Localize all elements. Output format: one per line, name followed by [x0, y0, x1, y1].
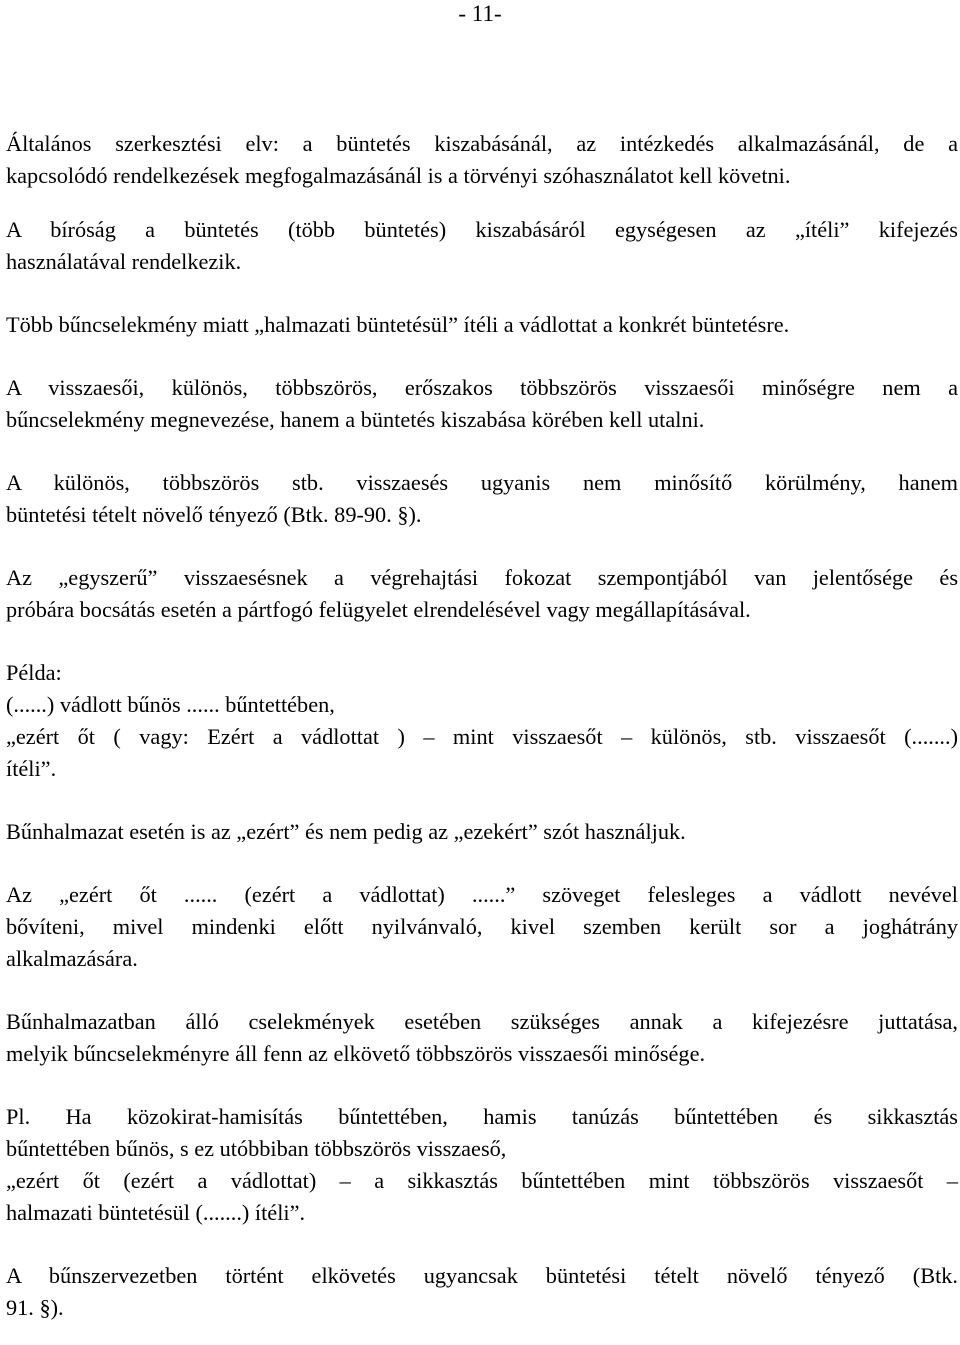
page-number: - 11- [458, 1, 502, 26]
paragraph-general-principle [6, 128, 958, 192]
text-line: alkalmazására. [6, 946, 138, 971]
paragraph-recidivist-quality [6, 372, 958, 436]
paragraph-cumulative-acts [6, 1006, 958, 1070]
text-line: Az „ezért őt ...... (ezért a vádlottat) ......” szöveget felesleges a vádlott nevével [6, 882, 958, 907]
text-line: bűntettében bűnös, s ez utóbbiban többszörös visszaeső, [6, 1136, 507, 1161]
paragraph-forgery-example [6, 1101, 958, 1229]
text-line: A bűnszervezetben történt elkövetés ugyancsak büntetési tételt növelő tényező (Btk. [6, 1263, 958, 1288]
text-line: Példa: [6, 660, 62, 685]
text-line: melyik bűncselekményre áll fenn az elkövető többszörös visszaesői minősége. [6, 1041, 706, 1066]
text-line: „ezért őt (ezért a vádlottat) – a sikkasztás bűntettében mint többszörös visszaesőt – [6, 1168, 958, 1193]
text-line: A visszaesői, különös, többszörös, erőszakos többszörös visszaesői minőségre nem a [6, 375, 958, 400]
paragraph-superfluous-text [6, 879, 958, 975]
text-line: (......) vádlott bűnös ...... bűntettében, [6, 692, 335, 717]
text-line: próbára bocsátás esetén a pártfogó felügyelet elrendelésével vagy megállapításával. [6, 597, 751, 622]
text-line: használatával rendelkezik. [6, 249, 242, 274]
paragraph-example [6, 657, 958, 785]
text-line: Pl. Ha közokirat-hamisítás bűntettében, hamis tanúzás bűntettében és sikkasztás [6, 1104, 958, 1129]
text-line: bővíteni, mivel mindenki előtt nyilvánvaló, kivel szemben került sor a joghátrány [6, 914, 958, 939]
text-line: Bűnhalmazatban álló cselekmények esetében szükséges annak a kifejezésre juttatása, [6, 1009, 958, 1034]
text-line: kapcsolódó rendelkezések megfogalmazásánál is a törvényi szóhasználatot kell követni. [6, 163, 791, 188]
text-line: halmazati büntetésül (.......) ítéli”. [6, 1200, 306, 1225]
text-line: Több bűncselekmény miatt „halmazati büntetésül” ítéli a vádlottat a konkrét büntetésre. [6, 312, 790, 337]
text-line: A különös, többszörös stb. visszaesés ugyanis nem minősítő körülmény, hanem [6, 470, 958, 495]
paragraph-crime-cumulation [6, 816, 958, 848]
paragraph-court-sentencing [6, 214, 958, 278]
paragraph-special-recidivism [6, 467, 958, 531]
text-line: ítéli”. [6, 756, 57, 781]
paragraph-criminal-organization [6, 1260, 958, 1324]
text-line: Az „egyszerű” visszaesésnek a végrehajtási fokozat szempontjából van jelentősége és [6, 565, 958, 590]
document-body [6, 128, 958, 1324]
text-line: A bíróság a büntetés (több büntetés) kiszabásáról egységesen az „ítéli” kifejezés [6, 217, 958, 242]
paragraph-simple-recidivism [6, 562, 958, 626]
text-line: Bűnhalmazat esetén is az „ezért” és nem pedig az „ezekért” szót használjuk. [6, 819, 686, 844]
text-line: bűncselekmény megnevezése, hanem a büntetés kiszabása körében kell utalni. [6, 407, 705, 432]
text-line: „ezért őt ( vagy: Ezért a vádlottat ) – mint visszaesőt – különös, stb. visszaesőt (.......) [6, 724, 958, 749]
paragraph-cumulative-sentence [6, 309, 958, 341]
text-line: Általános szerkesztési elv: a büntetés kiszabásánál, az intézkedés alkalmazásánál, de a [6, 131, 958, 156]
text-line: 91. §). [6, 1295, 64, 1320]
text-line: büntetési tételt növelő tényező (Btk. 89-90. §). [6, 502, 422, 527]
